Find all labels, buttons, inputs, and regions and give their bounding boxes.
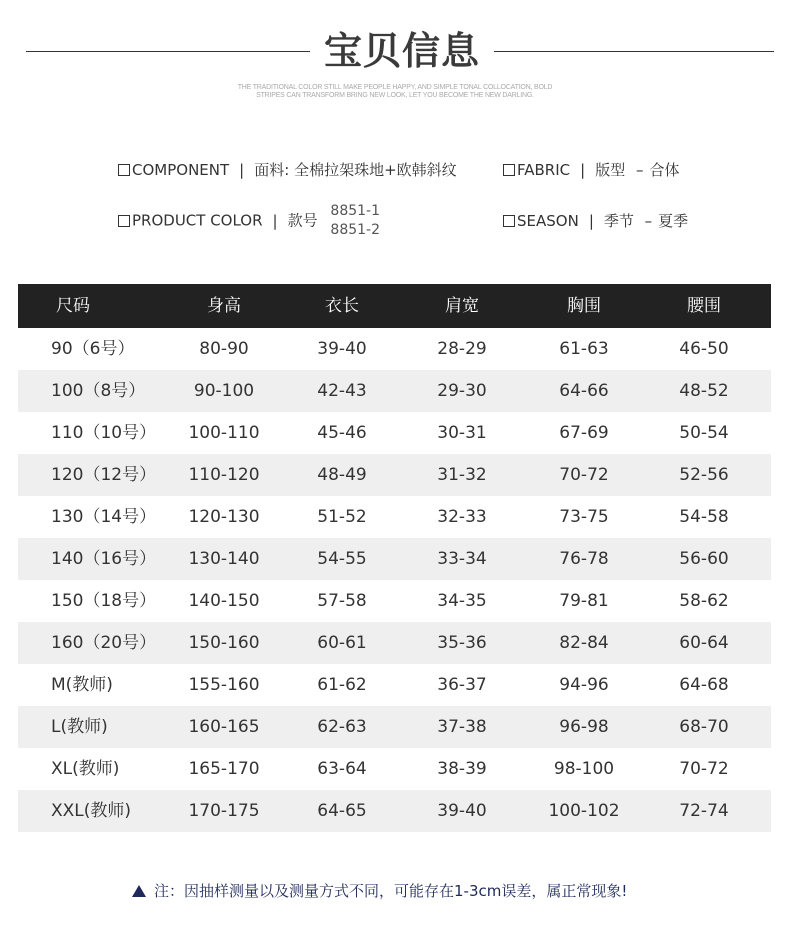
component-label: COMPONENT xyxy=(132,161,230,179)
cell-waist: 56-60 xyxy=(679,549,729,569)
dash-separator: – xyxy=(644,212,653,230)
cell-height: 160-165 xyxy=(188,717,260,737)
cell-chest: 100-102 xyxy=(548,801,620,821)
pipe-separator: | xyxy=(272,211,278,230)
cell-height: 100-110 xyxy=(188,423,260,443)
cell-waist: 52-56 xyxy=(679,465,729,485)
checkbox-square-icon xyxy=(503,164,515,176)
table-header-row xyxy=(18,284,771,328)
pipe-separator: | xyxy=(588,212,594,230)
cell-chest: 98-100 xyxy=(553,759,615,779)
cell-waist: 58-62 xyxy=(679,591,729,611)
section-header xyxy=(0,0,790,110)
measurement-note xyxy=(132,880,627,902)
season-info xyxy=(503,211,688,231)
style-number-2: 8851-2 xyxy=(330,222,380,238)
cell-chest: 82-84 xyxy=(559,633,609,653)
cell-chest: 76-78 xyxy=(559,549,609,569)
cell-length: 39-40 xyxy=(317,339,367,359)
cell-shoulder: 31-32 xyxy=(437,465,487,485)
cell-height: 165-170 xyxy=(188,759,260,779)
table-row xyxy=(18,622,771,664)
season-key: 季节 xyxy=(603,212,634,230)
table-row xyxy=(18,328,771,370)
cell-shoulder: 33-34 xyxy=(437,549,487,569)
cell-size: 90（6号） xyxy=(51,339,135,359)
component-key: 面料: xyxy=(254,161,290,179)
cell-length: 61-62 xyxy=(317,675,367,695)
cell-length: 51-52 xyxy=(317,507,367,527)
table-row xyxy=(18,790,771,832)
product-color-info xyxy=(118,202,380,240)
cell-height: 130-140 xyxy=(188,549,260,569)
cell-waist: 46-50 xyxy=(679,339,729,359)
table-row xyxy=(18,580,771,622)
cell-height: 80-90 xyxy=(199,339,249,359)
component-value: 全棉拉架珠地+欧韩斜纹 xyxy=(294,161,457,179)
cell-waist: 70-72 xyxy=(679,759,729,779)
cell-height: 150-160 xyxy=(188,633,260,653)
cell-chest: 73-75 xyxy=(559,507,609,527)
cell-length: 63-64 xyxy=(317,759,367,779)
cell-length: 60-61 xyxy=(317,633,367,653)
table-row xyxy=(18,748,771,790)
cell-length: 45-46 xyxy=(317,423,367,443)
cell-size: XXL(教师) xyxy=(51,801,132,821)
cell-shoulder: 37-38 xyxy=(437,717,487,737)
cell-size: 160（20号） xyxy=(51,633,157,653)
cell-height: 120-130 xyxy=(188,507,260,527)
fabric-key: 版型 xyxy=(595,161,626,179)
cell-size: 100（8号） xyxy=(51,381,146,401)
warning-triangle-icon xyxy=(132,885,146,897)
cell-shoulder: 29-30 xyxy=(437,381,487,401)
cell-shoulder: 28-29 xyxy=(437,339,487,359)
cell-size: 130（14号） xyxy=(51,507,157,527)
cell-shoulder: 38-39 xyxy=(437,759,487,779)
size-chart-table xyxy=(18,284,771,832)
table-body xyxy=(18,328,771,832)
season-label: SEASON xyxy=(517,212,579,230)
table-row xyxy=(18,706,771,748)
cell-size: XL(教师) xyxy=(51,759,120,779)
header-chest: 胸围 xyxy=(567,296,601,316)
header-divider-left xyxy=(26,51,310,52)
table-row xyxy=(18,370,771,412)
cell-waist: 64-68 xyxy=(679,675,729,695)
fabric-info xyxy=(503,160,680,180)
cell-length: 57-58 xyxy=(317,591,367,611)
cell-shoulder: 34-35 xyxy=(437,591,487,611)
header-divider-right xyxy=(494,51,774,52)
pipe-separator: | xyxy=(239,161,245,179)
cell-height: 90-100 xyxy=(193,381,255,401)
subtitle-line-2: STRIPES CAN TRANSFORM BRING NEW LOOK, LET YOU BECOME THE NEW DARLING. xyxy=(256,92,534,99)
header-length: 衣长 xyxy=(325,296,359,316)
style-number-key: 款号 xyxy=(287,211,318,230)
header-height: 身高 xyxy=(207,296,241,316)
cell-waist: 50-54 xyxy=(679,423,729,443)
cell-length: 62-63 xyxy=(317,717,367,737)
cell-chest: 61-63 xyxy=(559,339,609,359)
cell-size: M(教师) xyxy=(51,675,113,695)
cell-chest: 96-98 xyxy=(559,717,609,737)
cell-height: 110-120 xyxy=(188,465,260,485)
fabric-label: FABRIC xyxy=(517,161,571,179)
component-info xyxy=(118,160,457,180)
dash-separator: – xyxy=(635,161,644,179)
cell-waist: 54-58 xyxy=(679,507,729,527)
table-row xyxy=(18,454,771,496)
cell-shoulder: 30-31 xyxy=(437,423,487,443)
cell-chest: 79-81 xyxy=(559,591,609,611)
cell-size: 120（12号） xyxy=(51,465,157,485)
header-waist: 腰围 xyxy=(687,296,721,316)
cell-chest: 64-66 xyxy=(559,381,609,401)
cell-shoulder: 35-36 xyxy=(437,633,487,653)
table-row xyxy=(18,412,771,454)
cell-size: L(教师) xyxy=(51,717,108,737)
cell-height: 155-160 xyxy=(188,675,260,695)
season-value: 夏季 xyxy=(658,212,689,230)
pipe-separator: | xyxy=(580,161,586,179)
style-number-1: 8851-1 xyxy=(330,203,380,219)
section-title: 宝贝信息 xyxy=(323,29,480,73)
table-row xyxy=(18,664,771,706)
cell-size: 140（16号） xyxy=(51,549,157,569)
product-color-label: PRODUCT COLOR xyxy=(132,211,263,230)
cell-length: 64-65 xyxy=(317,801,367,821)
cell-chest: 67-69 xyxy=(559,423,609,443)
checkbox-square-icon xyxy=(118,215,130,227)
fabric-value: 合体 xyxy=(649,161,680,179)
cell-height: 140-150 xyxy=(188,591,260,611)
checkbox-square-icon xyxy=(503,215,515,227)
cell-waist: 60-64 xyxy=(679,633,729,653)
section-subtitle xyxy=(200,84,590,100)
subtitle-line-1: THE TRADITIONAL COLOR STILL MAKE PEOPLE HAPPY, AND SIMPLE TONAL COLLOCATION, BOLD xyxy=(237,84,553,91)
cell-chest: 70-72 xyxy=(559,465,609,485)
style-number-values xyxy=(330,202,380,240)
cell-size: 150（18号） xyxy=(51,591,157,611)
note-text: 注：因抽样测量以及测量方式不同，可能存在1-3cm误差，属正常现象! xyxy=(154,882,628,900)
table-row xyxy=(18,496,771,538)
cell-waist: 72-74 xyxy=(679,801,729,821)
cell-shoulder: 36-37 xyxy=(437,675,487,695)
cell-waist: 68-70 xyxy=(679,717,729,737)
table-row xyxy=(18,538,771,580)
checkbox-square-icon xyxy=(118,164,130,176)
cell-length: 42-43 xyxy=(317,381,367,401)
cell-length: 48-49 xyxy=(317,465,367,485)
cell-shoulder: 39-40 xyxy=(437,801,487,821)
header-size: 尺码 xyxy=(56,296,90,316)
cell-waist: 48-52 xyxy=(679,381,729,401)
header-shoulder: 肩宽 xyxy=(445,296,479,316)
cell-height: 170-175 xyxy=(188,801,260,821)
cell-size: 110（10号） xyxy=(51,423,157,443)
cell-length: 54-55 xyxy=(317,549,367,569)
cell-chest: 94-96 xyxy=(559,675,609,695)
cell-shoulder: 32-33 xyxy=(437,507,487,527)
